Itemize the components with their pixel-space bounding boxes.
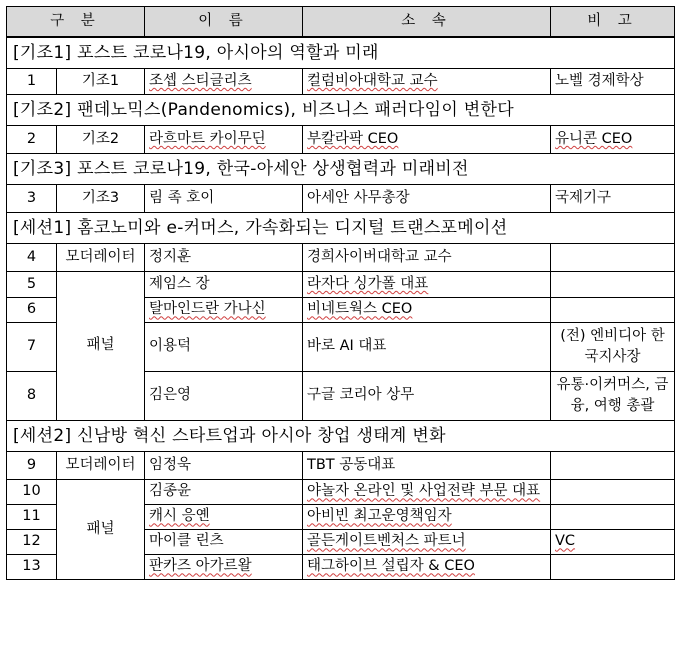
row-number: 2 [7,126,57,154]
row-role: 기조2 [57,126,145,154]
row-number: 6 [7,298,57,323]
section-row [7,95,675,126]
section-row [7,421,675,452]
table-row [7,480,675,505]
row-affiliation: 라자다 싱가폴 대표 [303,272,551,298]
row-note [551,505,675,530]
row-name: 임정욱 [145,452,303,480]
row-role: 모더레이터 [57,452,145,480]
row-number: 9 [7,452,57,480]
row-affiliation: 골든게이트벤처스 파트너 [303,530,551,555]
row-role: 기조1 [57,69,145,95]
row-role-panel: 패널 [57,272,145,421]
row-affiliation: 컬럼비아대학교 교수 [303,69,551,95]
header-note: 비 고 [551,7,675,38]
row-note [551,272,675,298]
row-name: 마이클 린츠 [145,530,303,555]
row-name: 김은영 [145,372,303,421]
section-row [7,213,675,244]
section-title: [기조2] 팬데노믹스(Pandenomics), 비즈니스 패러다임이 변한다 [7,95,675,126]
row-affiliation: 아비빈 최고운영책임자 [303,505,551,530]
row-name: 조셉 스티글리츠 [145,69,303,95]
row-number: 3 [7,185,57,213]
table-row [7,244,675,272]
row-number: 11 [7,505,57,530]
row-affiliation: 아세안 사무총장 [303,185,551,213]
row-note: 국제기구 [551,185,675,213]
header-name: 이 름 [145,7,303,38]
header-affiliation: 소 속 [303,7,551,38]
row-note: 유니콘 CEO [551,126,675,154]
section-title: [세션1] 홈코노미와 e-커머스, 가속화되는 디지털 트랜스포메이션 [7,213,675,244]
header-row [7,7,675,38]
table-row [7,69,675,95]
row-name: 라흐마트 카이무딘 [145,126,303,154]
row-role: 기조3 [57,185,145,213]
row-affiliation: 부칼라팍 CEO [303,126,551,154]
table-row [7,452,675,480]
row-name: 판카즈 아가르왈 [145,555,303,580]
table-row [7,126,675,154]
row-note: (전) 엔비디아 한국지사장 [551,323,675,372]
table-row [7,185,675,213]
row-role: 모더레이터 [57,244,145,272]
row-name: 탈마인드란 가나신 [145,298,303,323]
row-note: VC [551,530,675,555]
row-name: 이용덕 [145,323,303,372]
row-name: 정지훈 [145,244,303,272]
section-title: [기조3] 포스트 코로나19, 한국-아세안 상생협력과 미래비전 [7,154,675,185]
row-number: 13 [7,555,57,580]
section-title: [기조1] 포스트 코로나19, 아시아의 역할과 미래 [7,37,675,69]
row-affiliation: 비네트웍스 CEO [303,298,551,323]
row-note: 유통·이커머스, 금융, 여행 총괄 [551,372,675,421]
row-number: 7 [7,323,57,372]
section-title: [세션2] 신남방 혁신 스타트업과 아시아 창업 생태계 변화 [7,421,675,452]
row-note [551,298,675,323]
row-name: 제임스 장 [145,272,303,298]
header-category: 구 분 [7,7,145,38]
row-number: 1 [7,69,57,95]
row-affiliation: 태그하이브 설립자 & CEO [303,555,551,580]
program-table-wrapper [6,6,674,580]
section-row [7,37,675,69]
section-row [7,154,675,185]
row-affiliation: TBT 공동대표 [303,452,551,480]
row-affiliation: 야놀자 온라인 및 사업전략 부문 대표 [303,480,551,505]
row-role-panel: 패널 [57,480,145,580]
row-number: 8 [7,372,57,421]
row-name: 림 족 호이 [145,185,303,213]
row-affiliation: 경희사이버대학교 교수 [303,244,551,272]
row-affiliation: 구글 코리아 상무 [303,372,551,421]
row-note [551,244,675,272]
row-affiliation: 바로 AI 대표 [303,323,551,372]
row-name: 김종윤 [145,480,303,505]
row-number: 10 [7,480,57,505]
program-table [6,6,675,580]
row-note [551,555,675,580]
row-number: 4 [7,244,57,272]
table-row [7,272,675,298]
row-note [551,452,675,480]
row-note [551,480,675,505]
row-number: 5 [7,272,57,298]
row-name: 캐시 응옌 [145,505,303,530]
row-number: 12 [7,530,57,555]
row-note: 노벨 경제학상 [551,69,675,95]
